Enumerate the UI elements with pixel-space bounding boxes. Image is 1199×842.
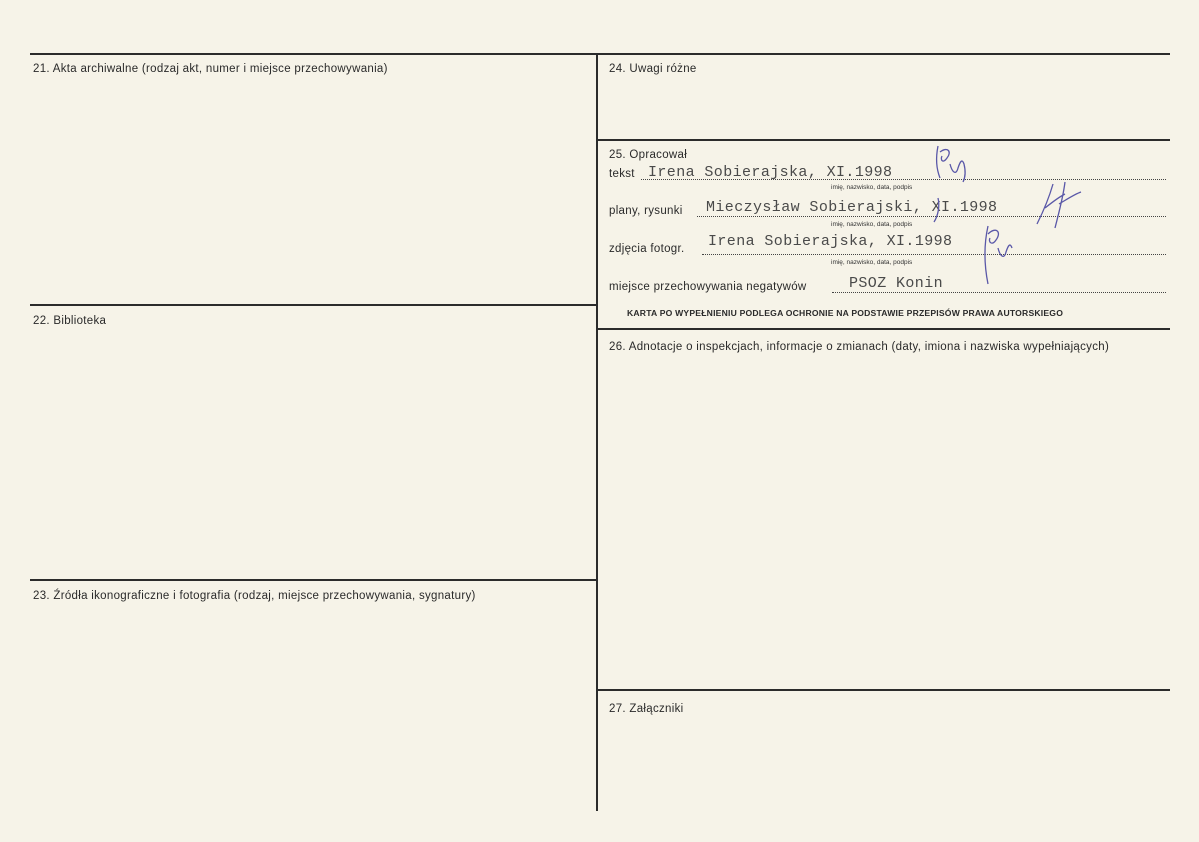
zdjecia-dotted-line (702, 254, 1166, 255)
signature-zdjecia (978, 220, 1018, 290)
section-25-heading: 25. Opracował (609, 149, 688, 161)
rule-21-22 (30, 304, 597, 306)
plany-value: Mieczysław Sobierajski, XI.1998 (706, 199, 998, 216)
tekst-hint: imię, nazwisko, data, podpis (831, 184, 913, 191)
rule-24-25 (597, 139, 1170, 141)
rule-22-23 (30, 579, 597, 581)
zdjecia-hint: imię, nazwisko, data, podpis (831, 259, 913, 266)
section-23-heading: 23. Źródła ikonograficzne i fotografia (rodzaj, miejsce przechowywania, sygnatury) (33, 590, 476, 602)
section-27-heading: 27. Załączniki (609, 703, 684, 715)
rule-25-26 (597, 328, 1170, 330)
negatywy-dotted-line (832, 292, 1166, 293)
rule-26-27 (597, 689, 1170, 691)
signature-tekst (930, 142, 970, 192)
zdjecia-label: zdjęcia fotogr. (609, 243, 685, 255)
plany-hint: imię, nazwisko, data, podpis (831, 221, 913, 228)
section-21-heading: 21. Akta archiwalne (rodzaj akt, numer i miejsce przechowywania) (33, 63, 388, 75)
negatywy-value: PSOZ Konin (849, 275, 944, 292)
tekst-label: tekst (609, 168, 635, 180)
section-26-heading: 26. Adnotacje o inspekcjach, informacje o zmianach (daty, imiona i nazwiska wypełniających) (609, 341, 1110, 353)
signature-plany (1025, 178, 1085, 238)
plany-label: plany, rysunki (609, 205, 683, 217)
top-rule (30, 53, 1170, 55)
center-divider (596, 54, 598, 811)
signature-plany-stroke (928, 196, 948, 226)
copyright-notice: KARTA PO WYPEŁNIENIU PODLEGA OCHRONIE NA PODSTAWIE PRZEPISÓW PRAWA AUTORSKIEGO (627, 308, 1064, 318)
negatywy-label: miejsce przechowywania negatywów (609, 281, 807, 293)
zdjecia-value: Irena Sobierajska, XI.1998 (708, 233, 953, 250)
section-24-heading: 24. Uwagi różne (609, 63, 697, 75)
section-22-heading: 22. Biblioteka (33, 315, 107, 327)
tekst-value: Irena Sobierajska, XI.1998 (648, 164, 893, 181)
